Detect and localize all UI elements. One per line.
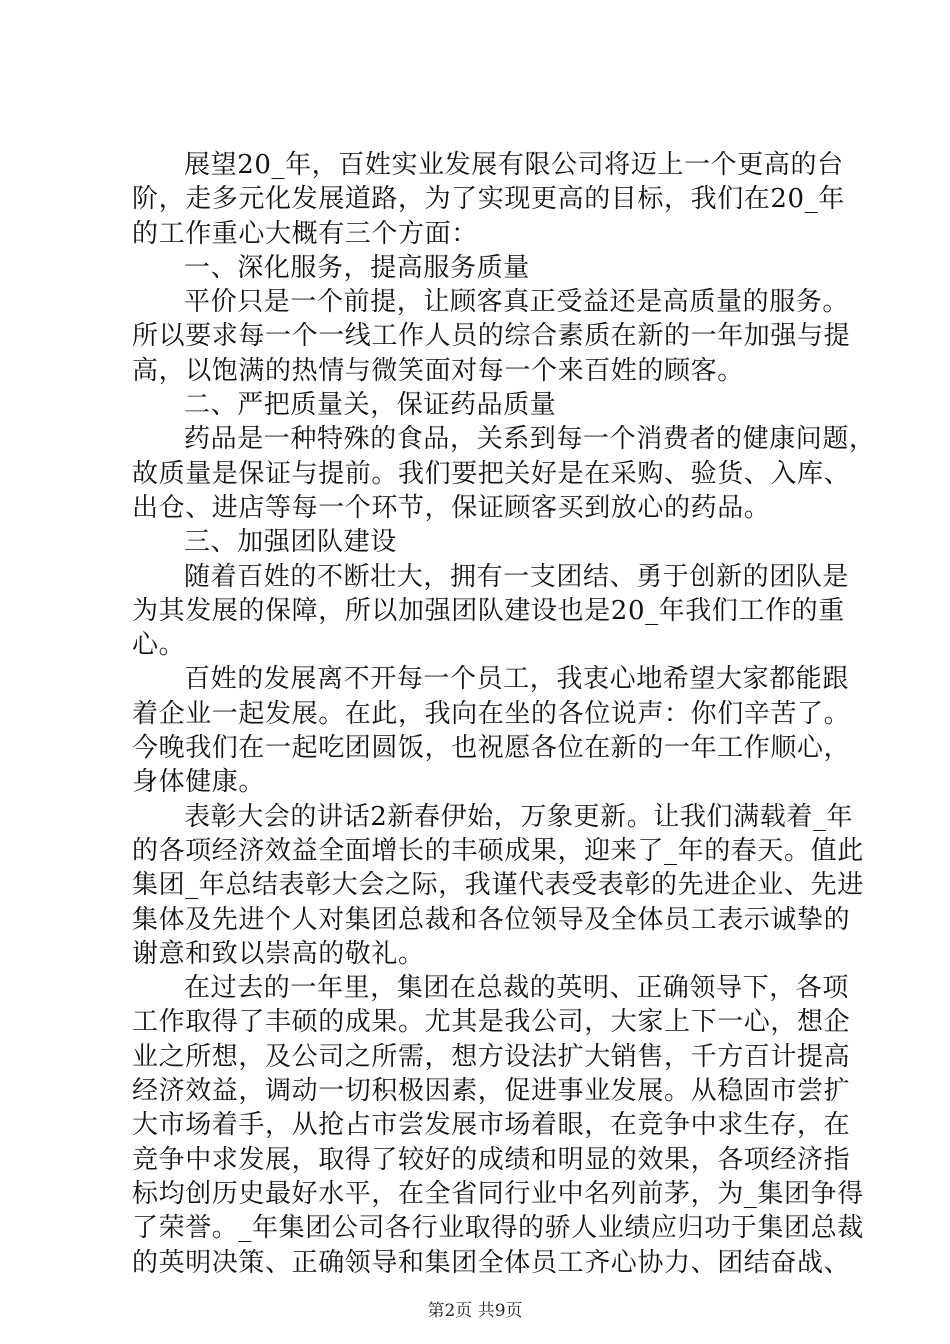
text-line: 了荣誉。_年集团公司各行业取得的骄人业绩应归功于集团总裁: [132, 1213, 864, 1244]
text-line: 集体及先进个人对集团总裁和各位领导及全体员工表示诚挚的: [132, 904, 851, 935]
text-line: 工作取得了丰硕的成果。尤其是我公司，大家上下一心，想企: [132, 1007, 851, 1038]
text-line: 一、深化服务，提高服务质量: [184, 252, 530, 283]
text-line: 阶，走多元化发展道路，为了实现更高的目标，我们在20_年: [132, 184, 845, 215]
text-line: 为其发展的保障，所以加强团队建设也是20_年我们工作的重: [132, 595, 845, 626]
text-line: 集团_年总结表彰大会之际，我谨代表受表彰的先进企业、先进: [132, 870, 864, 901]
text-line: 三、加强团队建设: [184, 527, 397, 558]
text-line: 出仓、进店等每一个环节，保证顾客买到放心的药品。: [132, 492, 771, 523]
text-line: 谢意和致以崇高的敬礼。: [132, 938, 425, 969]
text-line: 在过去的一年里，集团在总裁的英明、正确领导下，各项: [184, 973, 850, 1004]
text-line: 今晚我们在一起吃团圆饭，也祝愿各位在新的一年工作顺心，: [132, 733, 851, 764]
text-line: 高，以饱满的热情与微笑面对每一个来百姓的顾客。: [132, 355, 744, 386]
text-line: 药品是一种特殊的食品，关系到每一个消费者的健康问题，: [184, 424, 876, 455]
text-line: 业之所想，及公司之所需，想方设法扩大销售，千方百计提高: [132, 1041, 851, 1072]
text-line: 竞争中求发展，取得了较好的成绩和明显的效果，各项经济指: [132, 1144, 851, 1175]
text-line: 着企业一起发展。在此，我向在坐的各位说声：你们辛苦了。: [132, 698, 851, 729]
text-line: 的英明决策、正确领导和集团全体员工齐心协力、团结奋战、: [132, 1247, 851, 1278]
text-line: 展望20_年，百姓实业发展有限公司将迈上一个更高的台: [184, 150, 844, 180]
text-line: 身体健康。: [132, 767, 266, 798]
text-line: 故质量是保证与提前。我们要把关好是在采购、验货、入库、: [132, 458, 851, 489]
text-line: 经济效益，调动一切积极因素，促进事业发展。从稳固市尝扩: [132, 1076, 851, 1107]
text-line: 大市场着手，从抢占市尝发展市场着眼，在竞争中求生存，在: [132, 1110, 851, 1141]
text-line: 平价只是一个前提，让顾客真正受益还是高质量的服务。: [184, 287, 850, 318]
text-line: 表彰大会的讲话2新春伊始，万象更新。让我们满载着_年: [184, 801, 854, 832]
document-body: [132, 148, 876, 1280]
text-line: 心。: [132, 630, 186, 661]
text-line: 的各项经济效益全面增长的丰硕成果，迎来了_年的春天。值此: [132, 835, 864, 866]
text-line: 的工作重心大概有三个方面：: [132, 218, 478, 249]
text-line: 所以要求每一个一线工作人员的综合素质在新的一年加强与提: [132, 321, 851, 352]
text-line: 标均创历史最好水平，在全省同行业中名列前茅，为_集团争得: [132, 1178, 864, 1209]
page-number: 第2页 共9页: [427, 1301, 523, 1321]
text-line: 百姓的发展离不开每一个员工，我衷心地希望大家都能跟: [184, 664, 850, 695]
page-footer: [0, 1296, 950, 1321]
text-line: 随着百姓的不断壮大，拥有一支团结、勇于创新的团队是: [184, 561, 850, 592]
text-line: 二、严把质量关，保证药品质量: [184, 390, 557, 421]
